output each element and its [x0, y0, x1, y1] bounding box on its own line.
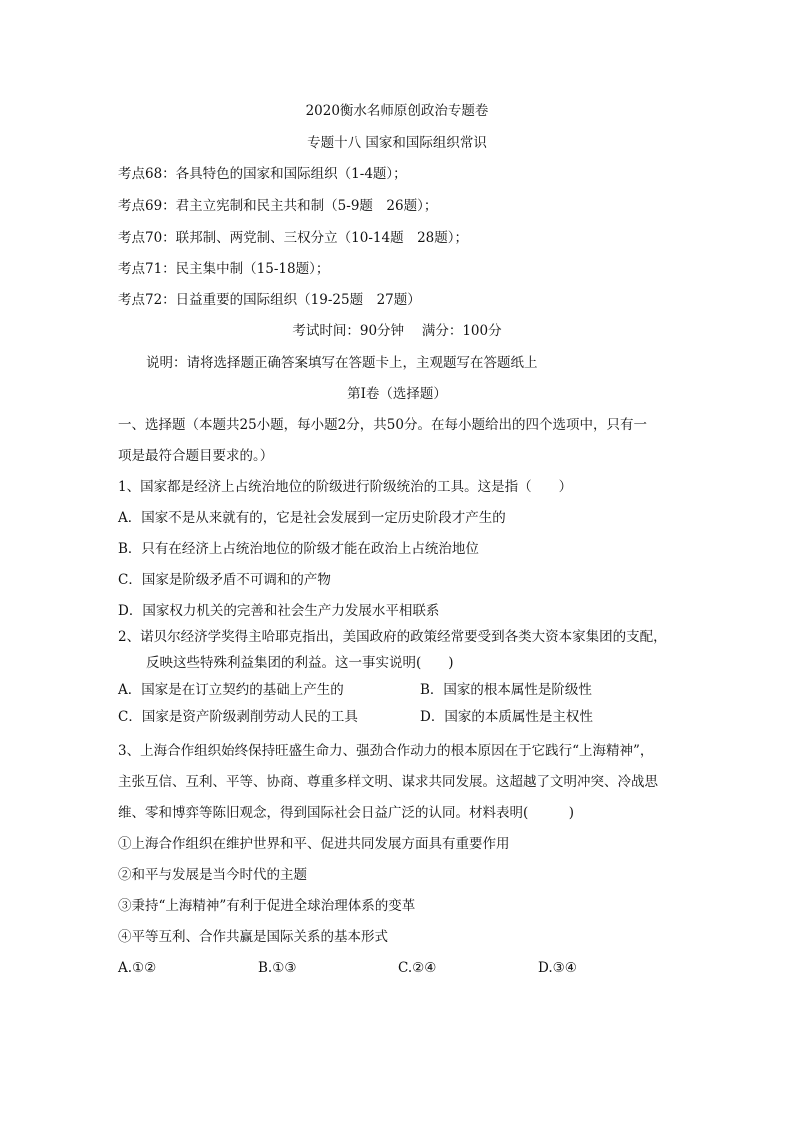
section-intro: 一、选择题（本题共25小题，每小题2分，共50分。在每小题给出的四个选项中，只有一	[118, 417, 647, 433]
exam-title: 2020衡水名师原创政治专题卷	[305, 103, 489, 119]
question-3-statement: ③秉持“上海精神”有利于促进全球治理体系的变革	[118, 898, 416, 914]
question-2-option-b: B．国家的根本属性是阶级性	[420, 682, 592, 698]
question-1-option-d: D．国家权力机关的完善和社会生产力发展水平相联系	[118, 603, 440, 619]
question-3-option-b: B.①③	[258, 960, 297, 976]
question-3-option-c: C.②④	[398, 960, 437, 976]
question-3-stem: 3、上海合作组织始终保持旺盛生命力、强劲合作动力的根本原因在于它践行“上海精神”，	[118, 743, 654, 759]
question-3-option-a: A.①②	[118, 960, 157, 976]
question-3-statement: ①上海合作组织在维护世界和平、促进共同发展方面具有重要作用	[118, 836, 510, 852]
question-3-stem: 主张互信、互利、平等、协商、尊重多样文明、谋求共同发展。这超越了文明冲突、冷战思	[118, 774, 658, 790]
question-2-stem: 2、诺贝尔经济学奖得主哈耶克指出，美国政府的政策经常要受到各类大资本家集团的支配，	[118, 629, 667, 645]
question-1-option-c: C．国家是阶级矛盾不可调和的产物	[118, 572, 331, 588]
question-2-option-c: C．国家是资产阶级剥削劳动人民的工具	[118, 709, 358, 725]
question-1-stem: 1、国家都是经济上占统治地位的阶级进行阶级统治的工具。这是指（ ）	[118, 479, 573, 495]
topic-line: 考点70：联邦制、两党制、三权分立（10-14题 28题）；	[118, 230, 469, 246]
question-2-option-a: A．国家是在订立契约的基础上产生的	[118, 682, 344, 698]
topic-line: 考点71：民主集中制（15-18题）；	[118, 261, 330, 277]
section-intro: 项是最符合题目要求的。）	[118, 448, 274, 464]
topic-line: 考点69：君主立宪制和民主共和制（5-9题 26题）；	[118, 198, 438, 214]
volume-heading: 第Ⅰ卷（选择题）	[347, 386, 447, 402]
question-3-statement: ④平等互利、合作共赢是国际关系的基本形式	[118, 929, 388, 945]
question-3-statement: ②和平与发展是当今时代的主题	[118, 867, 307, 883]
instruction: 说明：请将选择题正确答案填写在答题卡上，主观题写在答题纸上	[146, 355, 538, 371]
exam-subtitle: 专题十八 国家和国际组织常识	[307, 135, 487, 151]
question-2-stem: 反映这些特殊利益集团的利益。这一事实说明( )	[146, 655, 454, 671]
question-3-stem: 维、零和博弈等陈旧观念，得到国际社会日益广泛的认同。材料表明( )	[118, 805, 575, 821]
topic-line: 考点72：日益重要的国际组织（19-25题 27题）	[118, 292, 421, 308]
exam-info: 考试时间：90分钟 满分：100分	[292, 323, 502, 339]
question-3-option-d: D.③④	[538, 960, 577, 976]
question-1-option-a: A．国家不是从来就有的，它是社会发展到一定历史阶段才产生的	[118, 510, 506, 526]
question-1-option-b: B．只有在经济上占统治地位的阶级才能在政治上占统治地位	[118, 541, 479, 557]
question-2-option-d: D．国家的本质属性是主权性	[420, 709, 593, 725]
topic-line: 考点68：各具特色的国家和国际组织（1-4题）；	[118, 166, 407, 182]
